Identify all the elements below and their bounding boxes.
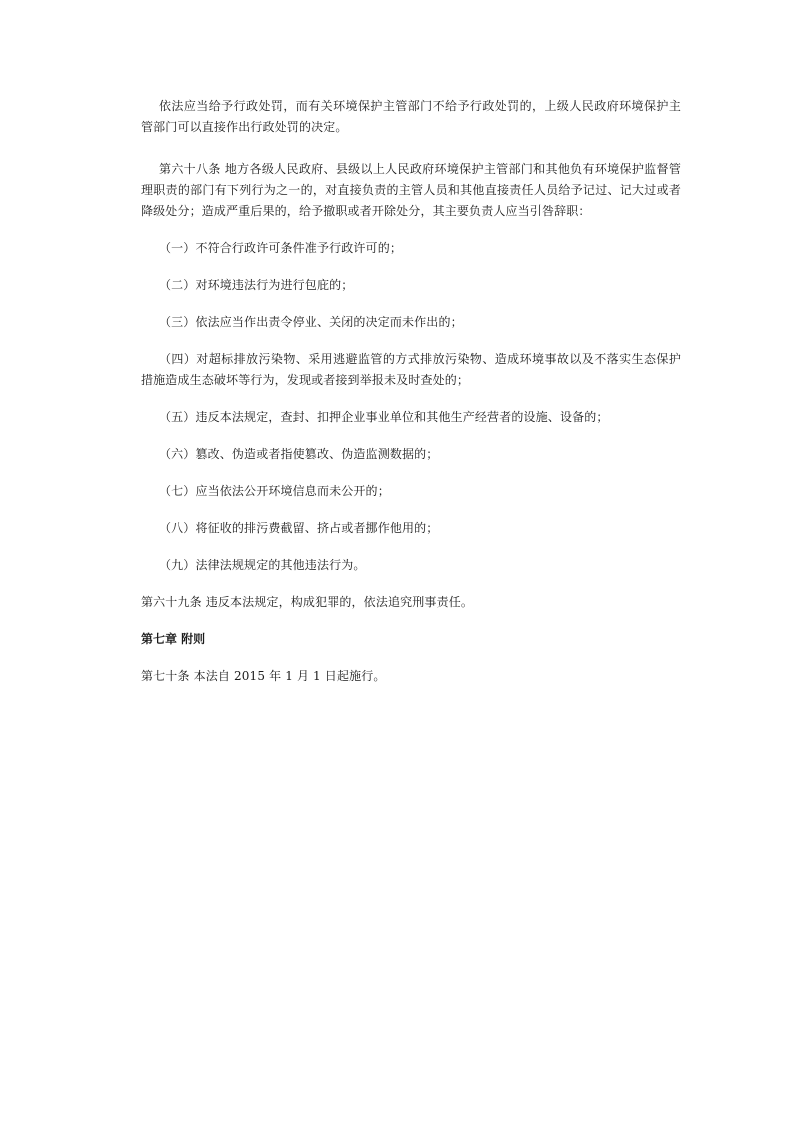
- article-68-item-3: （三）依法应当作出责令停业、关闭的决定而未作出的；: [159, 315, 463, 329]
- article-68-item-7: （七）应当依法公开环境信息而未公开的；: [159, 484, 390, 498]
- article-68-item-9: （九）法律法规规定的其他违法行为。: [159, 558, 366, 572]
- article-68-item-4: （四）对超标排放污染物、采用逃避监管的方式排放污染物、造成环境事故以及不落实生态保护措施造成生态破坏等行为，发现或者接到举报未及时查处的；: [141, 352, 681, 387]
- article-69: 第六十九条 违反本法规定，构成犯罪的，依法追究刑事责任。: [141, 595, 474, 609]
- chapter-7-heading: 第七章 附则: [141, 632, 206, 646]
- article-68-item-2: （二）对环境违法行为进行包庇的；: [159, 278, 354, 292]
- article-68-item-1: （一）不符合行政许可条件准予行政许可的；: [159, 241, 403, 255]
- article-68: 第六十八条 地方各级人民政府、县级以上人民政府环境保护主管部门和其他负有环境保护监督管理职责的部门有下列行为之一的，对直接负责的主管人员和其他直接责任人员给予记过、记大过或者降级处分；造成严重后果的，给予撤职或者开除处分，其主要负责人应当引咎辞职：: [141, 162, 681, 218]
- article-68-item-8: （八）将征收的排污费截留、挤占或者挪作他用的；: [159, 521, 439, 535]
- article-68-item-6: （六）篡改、伪造或者指使篡改、伪造监测数据的；: [159, 447, 439, 461]
- article-68-item-5: （五）违反本法规定，查封、扣押企业事业单位和其他生产经营者的设施、设备的；: [159, 410, 609, 424]
- document-body: [141, 96, 681, 687]
- paragraph-penalty-continuation: 依法应当给予行政处罚，而有关环境保护主管部门不给予行政处罚的，上级人民政府环境保护主管部门可以直接作出行政处罚的决定。: [141, 99, 681, 134]
- article-70: 第七十条 本法自 2015 年 1 月 1 日起施行。: [141, 669, 386, 683]
